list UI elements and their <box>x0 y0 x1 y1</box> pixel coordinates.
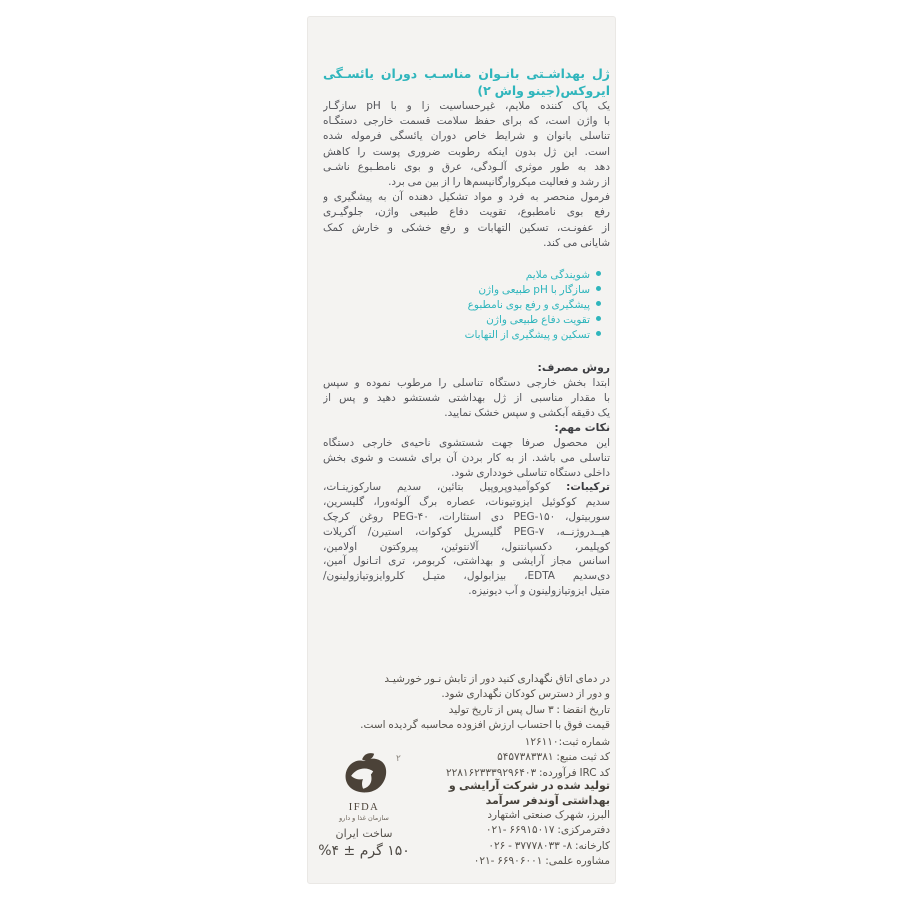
text-line: کد IRC فرآورده: ۲۲۸۱۶۲۳۳۳۹۲۹۶۴۰۳ <box>445 766 610 779</box>
text-line: شایانی می کند. <box>543 236 610 249</box>
bullet-dot-icon <box>596 331 601 336</box>
made-in-label: ساخت ایران <box>335 827 393 840</box>
text-line: یک پاک کننده ملایم، غیرحساسیت زا و با pH سازگـار <box>323 100 610 112</box>
product-title <box>323 65 610 99</box>
text-line: تناسلی بانوان و شرایط خاص دوران یائسگی فرموله شده <box>323 130 610 143</box>
text-line: سدیم کوکوئیل ایزوتیونات، عصاره برگ آلوئه‌ورا، گلیسرین، <box>323 495 610 508</box>
text-line: تناسلی می باشد. از به کار بردن آن برای شست و شوی بخش <box>323 451 610 464</box>
text-line: بهداشتی آوندفر سرآمد <box>485 794 610 808</box>
usage-instructions <box>323 376 610 420</box>
benefits-list <box>328 268 601 343</box>
text-line: داخلی دستگاه تناسلی خودداری شود. <box>451 466 610 479</box>
text-line: سوربیتول، ‪PEG-۱۵۰‬ دی استئارات، ‪PEG-۴۰‬ روغن کرچک <box>323 510 610 523</box>
text-line: هیــدروژنــه، ‪PEG-۷‬ گلیسریل کوکوات، استیرن/ آکریلات <box>323 525 610 538</box>
benefit-text: شویندگی ملایم <box>525 269 590 281</box>
ingredients-heading: ترکیبات: <box>566 481 610 493</box>
text-line: کارخانه: ۸- ۳۷۷۷۸۰۳۳ - ۰۲۶ <box>488 839 610 852</box>
benefit-text: تسکین و پیشگیری از التهابات <box>464 329 590 341</box>
text-line: مشاوره علمی: ۶۶۹۰۶۰۰۱ -۰۲۱ <box>473 854 610 867</box>
product-title-line2: ایروکس(جینو واش ۲) <box>477 83 610 98</box>
text-line: البرز، شهرک صنعتی اشتهارد <box>487 809 610 822</box>
benefit-item <box>328 283 601 298</box>
product-box-panel <box>307 16 616 884</box>
benefit-item <box>328 328 601 343</box>
product-description <box>323 99 610 251</box>
ifda-subtitle: سازمان غذا و دارو <box>339 814 389 822</box>
ingredients-lines <box>323 495 610 599</box>
bullet-dot-icon <box>596 271 601 276</box>
ingredients-section <box>323 480 610 495</box>
text-line: و دور از دسترس کودکان نگهداری شود. <box>441 688 610 701</box>
text-line: یک دقیقه آبکشی و سپس خشک نمایید. <box>444 406 610 419</box>
benefit-text: پیشگیری و رفع بوی نامطبوع <box>467 299 590 311</box>
benefit-text: سازگار با pH طبیعی واژن <box>478 284 590 296</box>
text-line: در دمای اتاق نگهداری کنید دور از تابش نـور خورشیـد <box>384 673 610 685</box>
text-line: شماره ثبت:۱۲۶۱۱۰ <box>524 736 610 748</box>
bullet-dot-icon <box>596 301 601 306</box>
text-line: اسانس مجاز آرایشی و بهداشتی، کربومر، تری اتـانول آمین، <box>323 555 610 568</box>
text-line: کد ثبت منبع: ۵۴۵۷۳۸۳۳۸۱ <box>497 751 610 764</box>
text-line: از عفونـت، تسکین التهابات و رفع خشکی و خارش کمک <box>323 221 610 234</box>
text-line: از رشد و فعالیت میکروارگانیسم‌ها را از بین می برد. <box>388 175 610 188</box>
text-line: دی‌سدیم EDTA، بیزابولول، متیـل کلروایزوتیازولینون/ <box>323 570 610 583</box>
text-line: قیمت فوق با احتساب ارزش افزوده محاسبه گردیده است. <box>360 719 610 732</box>
ingredients-first-line <box>323 480 610 495</box>
text-line: این محصول صرفا جهت شستشوی ناحیه‌ی خارجی دستگاه <box>323 437 610 449</box>
benefit-item <box>328 313 601 328</box>
text-line: دهد به طور موثری آلـودگی، عرق و بوی نامطـبوع ناشـی <box>323 160 610 173</box>
text-line: متیل ایزوتیازولینون و آب دیونیزه. <box>468 585 610 598</box>
benefit-item <box>328 298 601 313</box>
text-line: با مقدار مناسبی از ژل بهداشتی شستشو دهید و پس از <box>323 391 610 404</box>
ifda-label: IFDA <box>348 802 380 813</box>
text-line: ابتدا بخش خارجی دستگاه تناسلی را مرطوب نموده و سپس <box>323 377 610 389</box>
storage-warnings <box>323 672 610 734</box>
product-title-line1: ژل بهداشـتی بانـوان مناسـب دوران یائسـگی <box>323 66 610 81</box>
usage-heading: روش مصرف: <box>537 361 610 374</box>
ingredients-first-rest: کوکوآمیدوپروپیل بتائین، سدیم سارکوزینـات، <box>323 481 567 493</box>
text-line: تاریخ انقضا : ۳ سال پس از تاریخ تولید <box>448 703 610 716</box>
important-notes <box>323 436 610 480</box>
notes-heading: نکات مهم: <box>554 421 610 434</box>
benefit-item <box>328 268 601 283</box>
certification-column <box>314 751 414 859</box>
benefit-text: تقویت دفاع طبیعی واژن <box>486 314 590 326</box>
bullet-dot-icon <box>596 286 601 291</box>
bullet-dot-icon <box>596 316 601 321</box>
print-mark: ۲ <box>396 754 401 764</box>
text-line: فرمول منحصر به فرد و مواد تشکیل دهنده آن به پیشگیری و <box>323 191 610 204</box>
text-line: تولید شده در شرکت آرایشی و <box>448 779 610 792</box>
text-line: کوپلیمر، دکسپانتنول، آلانتوئین، پیروکتون اولامین، <box>323 540 610 553</box>
text-line: با واژن است، که برای حفظ سلامت قسمت خارجی دستگـاه <box>323 115 610 128</box>
text-line: دفترمرکزی: ۶۶۹۱۵۰۱۷ -۰۲۱ <box>485 824 610 837</box>
text-line: رفع بوی نامطبوع، تقویت دفاع طبیعی واژن، جلوگیـری <box>323 206 610 219</box>
net-weight: ۱۵۰ گرم ± ۴% <box>318 843 410 859</box>
text-line: است. این ژل بدون اینکه رطوبت ضروری پوست را کاهش <box>323 145 610 158</box>
ifda-apple-logo-icon <box>335 751 393 797</box>
